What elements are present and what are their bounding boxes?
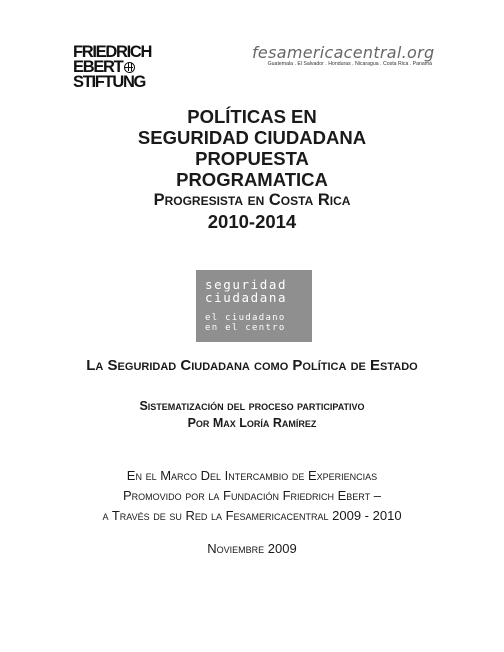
systematization-block — [0, 398, 504, 432]
title-subtitle: Progresista en Costa Rica — [153, 191, 351, 209]
title-line-2: SEGURIDAD CIUDADANA — [137, 127, 367, 148]
author-line: Por Max Loría Ramírez — [187, 416, 317, 430]
site-name: fesamericacentral.org — [252, 43, 435, 62]
site-countries: Guatemala . El Salvador . Honduras . Nicaragua . Costa Rica . Panamá — [267, 61, 432, 67]
seal-line-4: en el centro — [205, 323, 286, 333]
globe-icon — [124, 62, 135, 73]
section-heading: La Seguridad Ciudadana como Política de Estado — [86, 357, 418, 374]
title-years: 2010-2014 — [207, 211, 297, 232]
seguridad-ciudadana-seal — [196, 270, 312, 342]
publication-date: Noviembre 2009 — [207, 541, 297, 556]
title-line-1: POLÍTICAS EN — [187, 106, 317, 127]
framework-line-1: En el Marco Del Intercambio de Experiencias — [126, 468, 378, 483]
systematization-line: Sistematización del proceso participativo — [139, 399, 365, 413]
fes-logo — [73, 45, 153, 90]
seal-line-3: el ciudadano — [205, 313, 286, 323]
logo-line-2: EBERT — [73, 58, 123, 76]
framework-line-3: a Través de su Red la Fesamericacentral 2009 - 2010 — [102, 508, 402, 523]
logo-line-1: FRIEDRICH — [73, 43, 152, 61]
seal-line-2: ciudadana — [205, 290, 288, 305]
logo-line-3: STIFTUNG — [73, 73, 146, 91]
framework-block — [0, 466, 504, 526]
title-line-4: PROGRAMATICA — [176, 169, 328, 190]
document-title — [0, 106, 504, 232]
framework-line-2: Promovido por la Fundación Friedrich Ebert – — [123, 488, 381, 503]
seal-line-1: seguridad — [205, 277, 288, 292]
title-line-3: PROPUESTA — [195, 148, 309, 169]
